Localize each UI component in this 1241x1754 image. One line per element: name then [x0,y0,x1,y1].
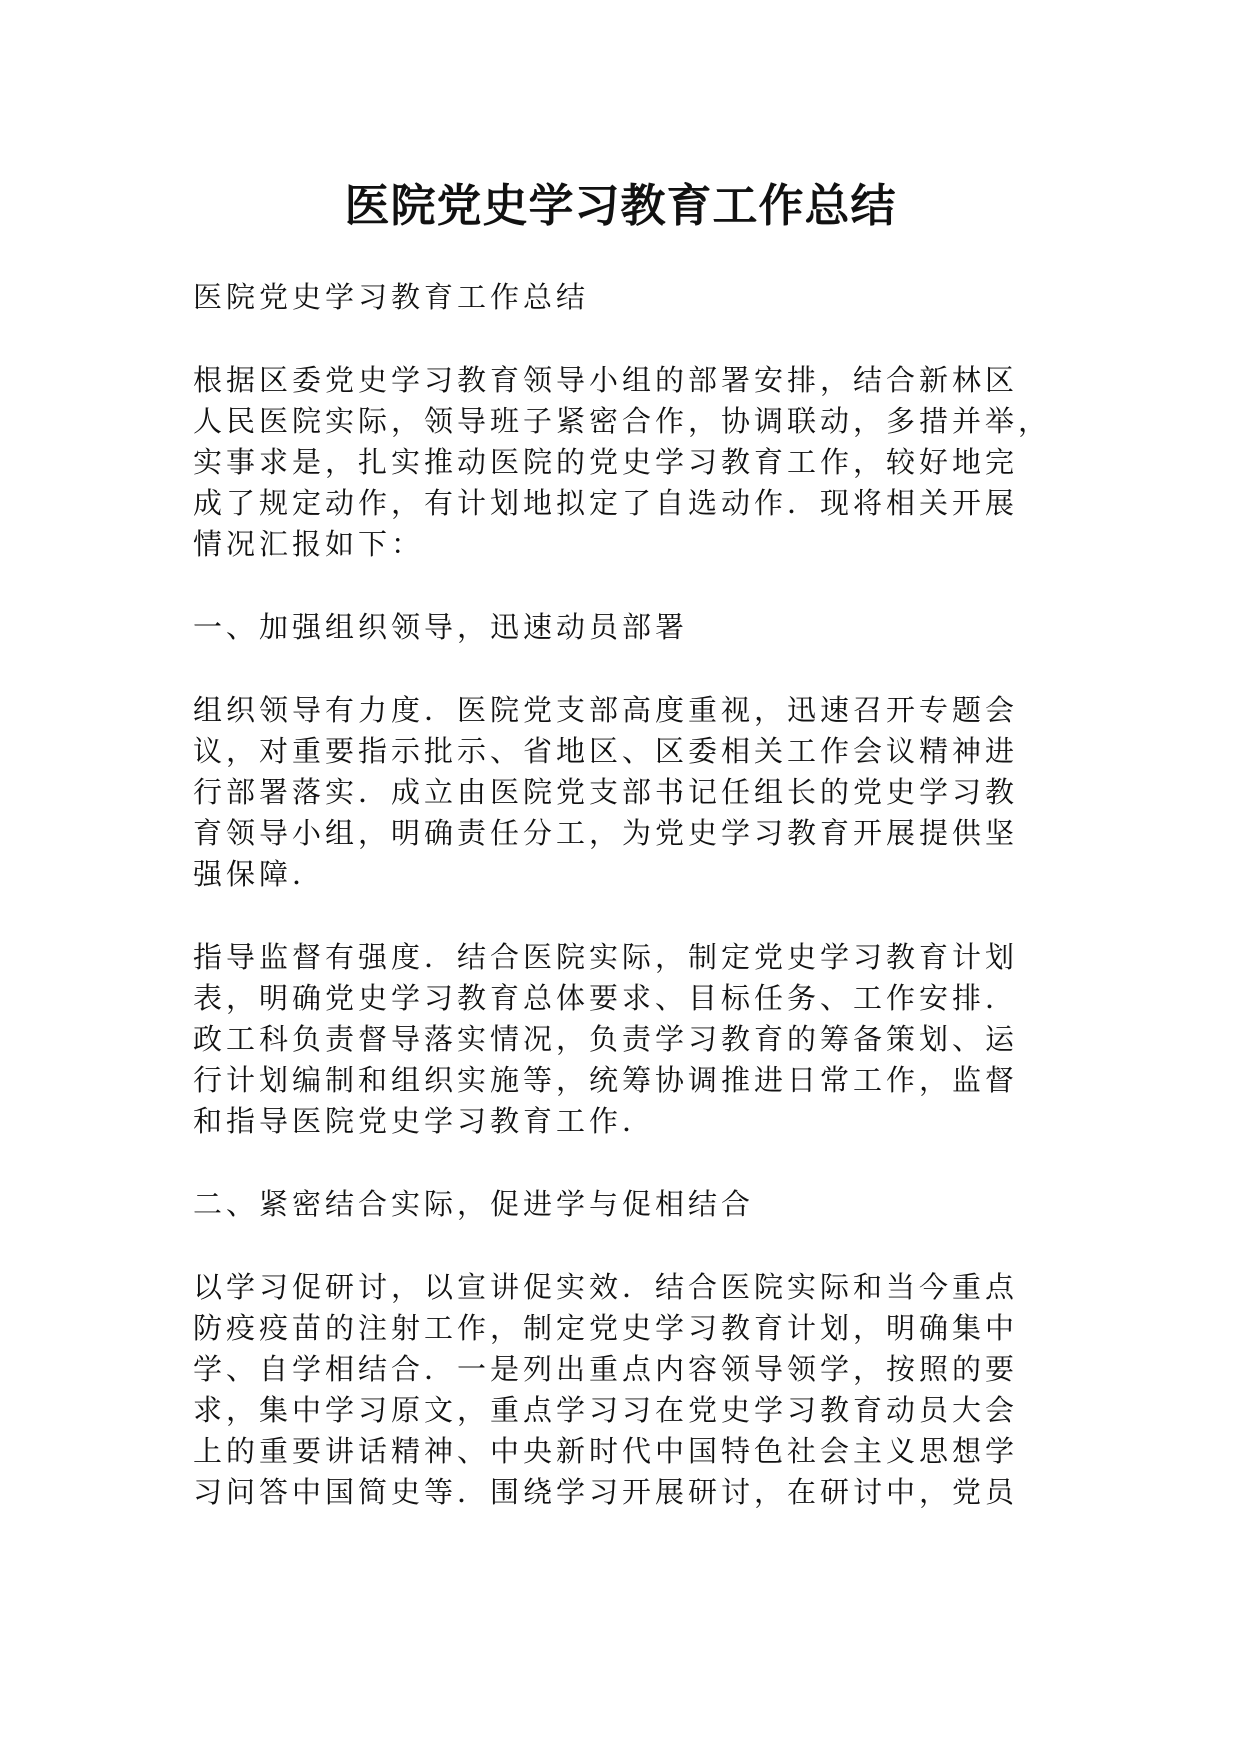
text-line: 以学习促研讨，以宣讲促实效．结合医院实际和当今重点 [193,1270,1019,1304]
text-line: 人民医院实际，领导班子紧密合作，协调联动，多措并举， [193,404,1052,438]
intro-paragraph [193,360,1052,565]
section-heading-1 [193,607,1033,648]
text-line: 求，集中学习原文，重点学习习在党史学习教育动员大会 [193,1393,1019,1427]
text-line: 强保障． [193,857,326,891]
section-heading-2 [193,1184,1033,1225]
text-line: 实事求是，扎实推动医院的党史学习教育工作，较好地完 [193,445,1019,479]
text-line: 学、自学相结合．一是列出重点内容领导领学，按照的要 [193,1352,1019,1386]
text-line: 表，明确党史学习教育总体要求、目标任务、工作安排． [193,981,1019,1015]
text-line: 和指导医院党史学习教育工作． [193,1104,656,1138]
text-line: 行部署落实．成立由医院党支部书记任组长的党史学习教 [193,775,1019,809]
text-line: 上的重要讲话精神、中央新时代中国特色社会主义思想学 [193,1434,1019,1468]
text-line: 组织领导有力度．医院党支部高度重视，迅速召开专题会 [193,693,1019,727]
text-line: 成了规定动作，有计划地拟定了自选动作．现将相关开展 [193,486,1019,520]
text-line: 议，对重要指示批示、省地区、区委相关工作会议精神进 [193,734,1019,768]
text-line: 防疫疫苗的注射工作，制定党史学习教育计划，明确集中 [193,1311,1019,1345]
section-2-paragraph-1 [193,1267,1033,1513]
section-1-paragraph-2 [193,937,1033,1142]
text-line: 习问答中国简史等．围绕学习开展研讨，在研讨中，党员 [193,1475,1019,1509]
text-line: 二、紧密结合实际，促进学与促相结合 [193,1187,755,1221]
text-line: 一、加强组织领导，迅速动员部署 [193,610,689,644]
text-line: 情况汇报如下： [193,527,425,561]
text-line: 行计划编制和组织实施等，统筹协调推进日常工作，监督 [193,1063,1019,1097]
document-subtitle [193,277,1033,318]
section-1-paragraph-1 [193,690,1033,895]
text-line: 指导监督有强度．结合医院实际，制定党史学习教育计划 [193,940,1019,974]
text-line: 育领导小组，明确责任分工，为党史学习教育开展提供坚 [193,816,1019,850]
text-line: 根据区委党史学习教育领导小组的部署安排，结合新林区 [193,363,1019,397]
text-line: 政工科负责督导落实情况，负责学习教育的筹备策划、运 [193,1022,1019,1056]
document-title: 医院党史学习教育工作总结 [344,179,897,232]
document-body [193,277,1052,1555]
text-line: 医院党史学习教育工作总结 [193,280,590,314]
